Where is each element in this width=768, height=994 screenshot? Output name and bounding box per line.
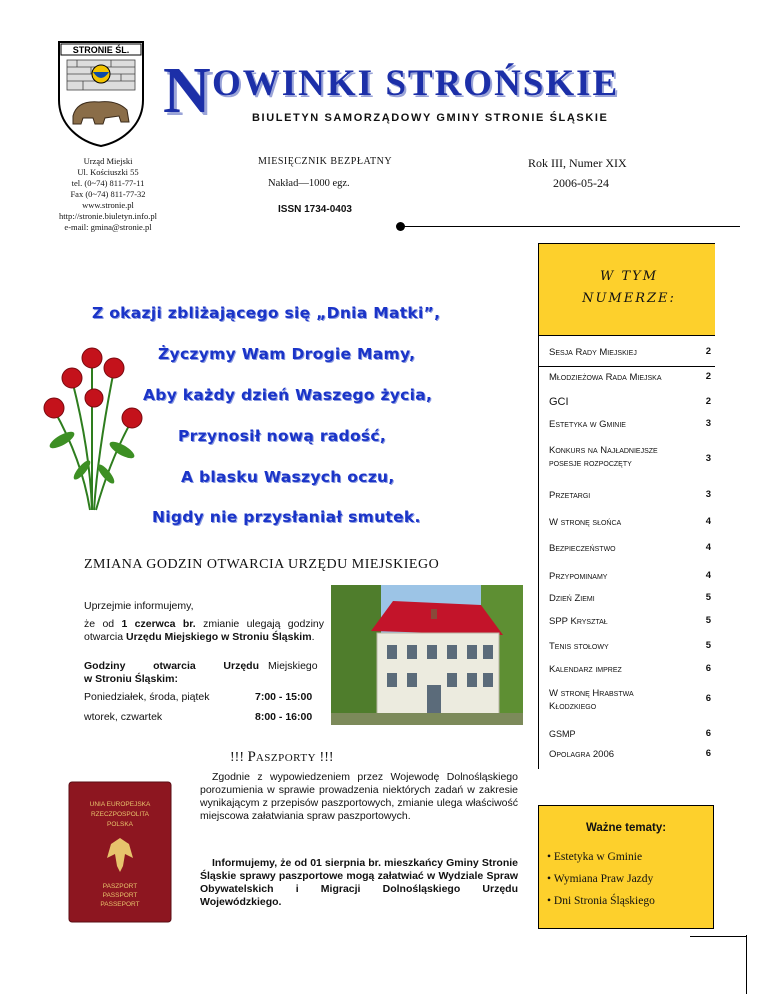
toc-item-page: 6 [705,728,711,739]
toc-item[interactable] [539,744,715,768]
toc-title [559,266,699,310]
issn-label: ISSN 1734-0403 [278,204,352,215]
toc-item-text: W stronę Hrabstwa Kłodzkiego [549,688,634,712]
masthead-title: OWINKI STROŃSKIE [212,63,620,104]
hours-label-cont: Miejskiego [268,660,318,672]
toc-item-label [549,418,626,431]
toc-item-label [549,592,595,605]
hours-intro: Uprzejmie informujemy, [84,600,194,612]
toc-item-label [549,542,616,555]
toc-item-page: 4 [705,542,711,553]
svg-text:PASSPORT: PASSPORT [102,892,138,899]
toc-item-text: SPP Kryształ [549,616,608,627]
hours-row-days: Poniedziałek, środa, piątek [84,691,210,703]
toc-item[interactable] [539,561,715,586]
frame-corner-line [746,935,747,994]
hours-text: . [311,631,315,643]
masthead-subtitle: BIULETYN SAMORZĄDOWY GMINY STRONIE ŚLĄSKIE [252,112,609,124]
toc-item-text: Bezpieczeństwo [549,543,616,554]
toc-item-text: Sesja Rady Miejskiej [549,347,637,358]
greeting-line: Przynosił nową radość, [178,427,387,445]
toc-item-text: Opolagra 2006 [549,749,615,760]
important-list [547,846,655,912]
coat-of-arms-logo [55,38,147,148]
toc-item-text: W stronę słońca [549,517,622,528]
address-line: tel. (0~74) 811-77-11 [71,178,145,188]
toc-item-page: 5 [705,615,711,626]
office-address [28,156,188,233]
hours-text: zmianie ulegają godziny otwarcia [84,618,324,643]
town-hall-photo [331,585,523,725]
greeting-line: A blasku Waszych oczu, [181,468,395,486]
toc-item-label [549,663,622,676]
toc-item[interactable] [539,436,715,480]
greeting-line: Z okazji zbliżającego się „Dnia Matki”, [92,304,441,322]
hours-label: Godziny otwarcia Urzędu [84,660,259,672]
toc-item[interactable] [539,480,715,507]
address-line: Ul. Kościuszki 55 [77,167,139,177]
issue-number: Rok III, Numer XIX [528,156,627,170]
address-line: Fax (0~74) 811-77-32 [70,189,146,199]
toc-item-text: Kalendarz imprez [549,664,622,675]
toc-item-page: 2 [705,346,711,357]
passport-image [67,780,173,924]
passports-heading-rest: ASZPORTY [255,752,317,764]
toc-item-label [549,516,621,529]
hours-date: 1 czerwca br. [121,618,196,630]
toc-item-page: 3 [705,453,711,464]
hours-label-cont: w Stroniu Śląskim: [84,673,178,685]
toc-title-line: W TYM [599,269,659,284]
hours-heading: ZMIANA GODZIN OTWARCIA URZĘDU MIEJSKIEGO [84,557,440,572]
toc-item-label [549,396,569,409]
toc-item[interactable] [539,682,715,720]
toc-item-label [549,687,679,713]
toc-item[interactable] [539,534,715,561]
toc-item-page: 6 [705,663,711,674]
passports-notice: Informujemy, że od 01 sierpnia br. mieszkańcy Gminy Stronie Śląskie sprawy paszportowe mogą załatwiać w Wydziale Spraw Obywatelskich i Migracji Dolnośląskiego Urzędu Wojewódzkiego. [200,857,518,908]
toc-item[interactable] [539,507,715,534]
svg-text:PASZPORT: PASZPORT [102,883,138,890]
toc-item-label [549,615,608,628]
toc-item-label [549,489,590,502]
toc-item-text: GCI [549,396,569,408]
toc-item-label [549,371,662,384]
passports-heading-cap: P [247,749,256,765]
toc-header [539,243,715,335]
toc-item-page: 3 [705,489,711,500]
svg-text:POLSKA: POLSKA [106,821,134,828]
important-item[interactable]: • Estetyka w Gminie [547,846,655,868]
important-topics-box [538,805,714,929]
toc-item-text: Dzień Ziemi [549,593,595,604]
toc-item[interactable] [539,413,715,436]
toc-item[interactable] [539,586,715,610]
toc-item-text: Przetargi [549,490,591,501]
frame-corner-line [690,936,746,937]
toc-item-label [549,748,614,761]
greeting-line: Aby każdy dzień Waszego życia, [143,386,433,404]
toc-item-page: 2 [705,371,711,382]
toc-item-text: Konkurs na Najładniejsze posesje rozpoczęty [549,445,658,469]
toc-item-page: 6 [705,693,711,704]
toc-item-label [549,728,576,741]
divider-dot [396,222,405,231]
address-line: Urząd Miejski [83,156,133,166]
toc-item-text: Młodzieżowa Rada Miejska [549,372,662,383]
toc-item-label [549,570,607,583]
address-line: http://stronie.biuletyn.info.pl [59,211,157,221]
toc-item[interactable] [539,335,715,366]
address-line: e-mail: gmina@stronie.pl [64,222,152,232]
toc-sidebar [538,243,714,769]
svg-text:UNIA EUROPEJSKA: UNIA EUROPEJSKA [89,801,151,808]
hours-row-time: 8:00 - 16:00 [255,711,313,723]
hours-paragraph [84,618,324,644]
toc-item-label [549,640,609,653]
address-line: www.stronie.pl [82,200,134,210]
roses-image [32,340,150,512]
toc-item[interactable] [539,610,715,634]
greeting-line: Nigdy nie przysłaniał smutek. [152,508,421,526]
hours-text: że od [84,618,122,630]
toc-item[interactable] [539,658,715,682]
toc-item-page: 4 [705,516,711,527]
svg-text:STRONIE ŚL.: STRONIE ŚL. [72,45,130,55]
passports-heading [230,749,334,766]
toc-item-label [549,346,637,359]
passports-heading-suffix: !!! [316,750,334,765]
toc-item-page: 2 [705,396,711,407]
important-item[interactable]: • Wymiana Praw Jazdy [547,868,655,890]
toc-item-page: 3 [705,418,711,429]
svg-text:PASSEPORT: PASSEPORT [100,901,140,908]
passports-paragraph: Zgodnie z wypowiedzeniem przez Wojewodę Dolnośląskiego porozumienia w sprawie prowadzenia niektórych zadań w zakresie wynikającym z przepisów paszportowych, zmianie ulega właściwość miejscowa załatwiania spraw paszportowych. [200,771,518,822]
toc-item-text: Przypominamy [549,571,608,582]
important-title: Ważne tematy: [585,822,667,834]
toc-item-text: Estetyka w Gminie [549,419,626,430]
free-monthly-label: MIESIĘCZNIK BEZPŁATNY [258,156,393,167]
toc-item[interactable] [539,389,715,413]
toc-item-page: 6 [705,748,711,759]
toc-item-text: GSMP [549,729,576,739]
toc-item-label [549,444,689,470]
important-item[interactable]: • Dni Stronia Śląskiego [547,890,655,912]
passports-heading-prefix: !!! [230,750,248,765]
greeting-line: Życzymy Wam Drogie Mamy, [158,345,416,363]
masthead-initial: N [163,54,211,127]
toc-item[interactable] [539,720,715,744]
toc-item-text: Tenis stołowy [549,641,609,652]
svg-text:RZECZPOSPOLITA: RZECZPOSPOLITA [90,811,150,818]
hours-row-time: 7:00 - 15:00 [255,691,313,703]
hours-row-days: wtorek, czwartek [84,711,163,723]
circulation-label: Nakład—1000 egz. [268,178,350,189]
toc-item[interactable] [539,366,715,389]
divider-line [400,226,740,227]
toc-title-line: NUMERZE: [582,291,676,306]
office-name: Urzędu Miejskiego w Stroniu Śląskim [126,631,312,643]
issue-date: 2006-05-24 [553,176,609,190]
toc-item-page: 4 [705,570,711,581]
toc-item[interactable] [539,634,715,658]
toc-item-page: 5 [705,592,711,603]
toc-item-page: 5 [705,640,711,651]
